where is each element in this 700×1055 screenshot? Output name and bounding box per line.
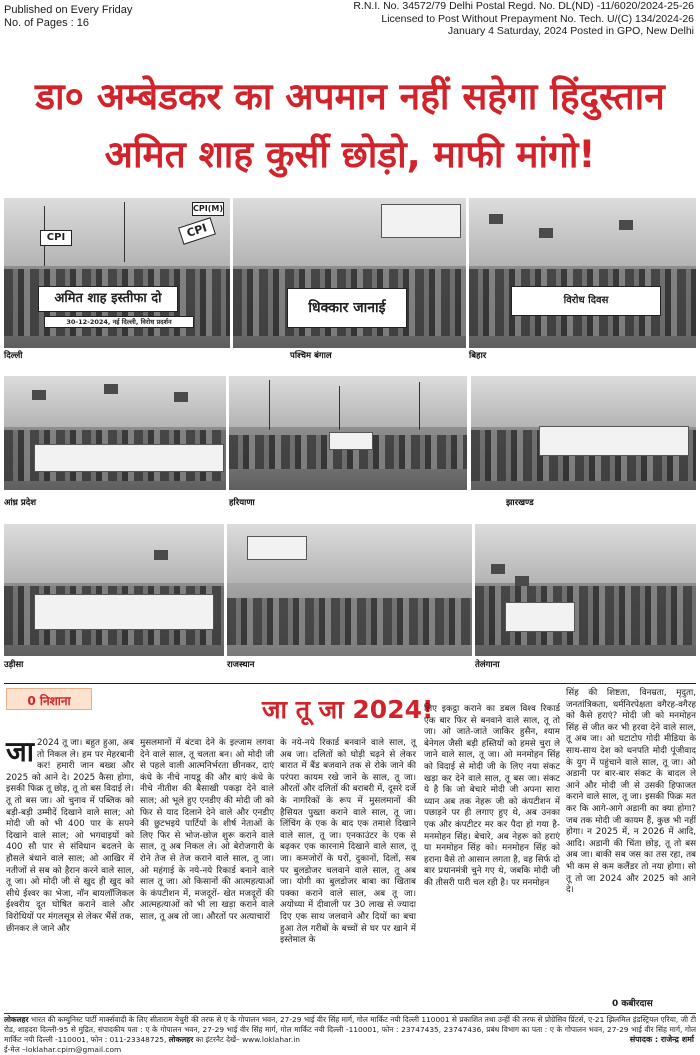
banner-dhikkar: धिक्कार जानाई — [287, 288, 407, 328]
editorial-title: जा तू जा 2024! — [262, 695, 434, 724]
sign-cpi-1: CPI — [40, 230, 72, 246]
photo-rajasthan — [227, 524, 472, 656]
author-signoff: 0 कबीरदास — [612, 999, 653, 1009]
sign-cpi-2: CPI — [178, 217, 216, 245]
caption-bihar: बिहार — [469, 351, 487, 361]
publication-frequency: Published on Every Friday — [4, 4, 133, 16]
column-2-text: मुसलमानों में बंटवा देने के इल्जाम लगवा देने वाले साल, तू चलता बन। ओ मोदी जी से पहले वाली आत्मनिर्भरता छीनकर, दाएं कंधे के नीचे नायडू की और बाएं कंधे के नीचे नीतीश की बैसाखी पकड़ा देने वाले साल; ओ भूले हुए एनडीए की मोदी जी को फिर से याद दिलाने देने वाले और एनडीए की छुटभइये पार्टियों के शीर्ष नेताओं के लिए फिर से भोज-छोज शुरू कराने वाले साल, तू अब निकल ले। ओ बेरोजगारी के रोने तेज से तेज कराने वाले साल, तू जा। ओ महंगाई के नये-नये रिकार्ड बनाने वाले साल तू जा। ओ किसानों की आत्महत्याओं के कंपटीशन में, मजदूरों- खेत मजदूरों की आत्महत्याओं को भी ला खड़ा कराने वाले साल, तू अब तो जा। औरतों पर अत्याचारों — [140, 738, 274, 922]
imprint-footer — [4, 1015, 696, 1055]
issue-date: January 4 Saturday, 2024 Posted in GPO, New Delhi — [447, 25, 694, 37]
sign-cpim: CPI(M) — [192, 202, 224, 216]
banner-date: 30-12-2024, नई दिल्ली, विरोध प्रदर्शन — [44, 316, 194, 328]
photo-odisha — [4, 524, 224, 656]
registration-numbers: R.N.I. No. 34572/79 Delhi Postal Regd. No. DL(ND) -11/6020/2024-25-26 — [353, 0, 694, 12]
editor-credit: संपादक : राजेन्द्र शर्मा — [629, 1035, 694, 1044]
editorial-column-1 — [6, 735, 134, 935]
dropcap: जा — [6, 735, 35, 768]
column-5-text: सिंह की शिष्टता, विनम्रता, मृदुता, जनतांत्रिकता, धर्मनिरपेक्षता वगैरह-वगैरह को कैसे हराएं? मोदी जी को मनमोहन सिंह से जीत कर भी हरवा देने वाले साल, तू अब जा। ओ घटाटोप गोदी मीडिया के साथ-साथ देश को धनपति मोदी पूंजीवाद के युग में पहुंचाने वाले साल, तू जा। ओ अडानी पर बार-बार संकट के बादल ले आने और मोदी जी से उसकी हिफाजत कराने वाले साल, तू जा। इसकी फिक्र मत कर कि आगे-आगे अडानी का क्या होगा? जब तक मोदी जी कायम हैं, कुछ भी नहीं होगा। न 2025 में, न 2026 में आदि, आदि। अडानी की चिंता छोड़, तू तो बस अब जा। बाकी सब जस का तस रहा, तब भी कम से कम कलैंडर तो नया होगा। सो तू तो जा 2024 और 2025 को आने दे। — [566, 688, 696, 896]
caption-haryana: हरियाणा — [229, 498, 255, 508]
caption-jharkhand: झारखण्ड — [506, 498, 534, 508]
caption-delhi: दिल्ली — [4, 351, 23, 361]
caption-rajasthan: राजस्थान — [227, 660, 255, 670]
editorial-column-2 — [140, 738, 274, 924]
column-3-text: के नये-नये रिकार्ड बनवाने वाले साल, तू अब जा। दलितों को घोड़ी चढ़ने से लेकर बारात में बैंड बजवाने तक से रोके जाने की परंपरा कायम रखे जाने के साल, तू जा। औरतों और दलितों की बराबरी में, दूसरे दर्जे के नागरिकों के रूप में मुसलमानों की हैसियत पुख्ता कराने वाले साल, तू जा। लिंचिंग के एक के बाद एक तमाशे दिखाने वाले साल, तू जा। एनकाउंटर के एक से बढ़कर एक कारनामे दिखाने वाले साल, तू जा। कमजोरों के घरों, दुकानों, दिलों, सब पर बुलडोजर चलवाने वाले साल, तू अब जा। योगी का बुलडोजर बाबा का खिताब पक्का कराने वाले साल, अब तू जा। अयोध्या में दीवाली पर 30 लाख से ज्यादा दिए एक साथ जलवाने और दियों का बचा हुआ तेल गरीबों के बच्चों से घर पर खाने में इस्तेमाल के — [280, 738, 416, 946]
imprint-text: भारत की कम्युनिस्ट पार्टी मार्क्सवादी के लिए सीताराम येचुरी की तरफ से ए के गोपालन भवन, 27-29 भाई वीर सिंह मार्ग, गोल मार्किट नयी दिल्ली 110001 से प्रकाशित तथा उन्हीं की तरफ से प्रोग्रेसिव प्रिंटर्स, ए-21 झिलमिल इंडस्ट्रियल एरिया, जी टी रोड, शाहदरा दिल्ली-95 से मुद्रित, संपादकीय पता : ए के गोपालन भवन, 27-29 भाई वीर सिंह मार्ग, गोल मार्किट नयी दिल्ली -110001, फोन : 23747435, 23747436, प्रबंध विभाग का पता : ए के गोपालन भवन, 27-29 भाई वीर सिंह मार्ग, गोल मार्किट नयी दिल्ली -110001, फोन : 011-23348725, — [4, 1015, 696, 1044]
editorial-column-3 — [280, 738, 416, 947]
headline-line-1: डा० अम्बेडकर का अपमान नहीं सहेगा हिंदुस्तान — [35, 75, 665, 118]
caption-telangana: तेलंगाना — [475, 660, 500, 670]
photo-andhra-pradesh — [4, 376, 226, 490]
headline-line-2: अमित शाह कुर्सी छोड़ो, माफी मांगो! — [104, 133, 596, 176]
photo-jharkhand — [471, 376, 696, 490]
photo-haryana — [229, 376, 467, 490]
email-text: ई-मेल –loklahar.cpim@gmail.com — [4, 1045, 122, 1054]
column-4-text: लिए इकट्ठा कराने का डबल विश्व रिकार्ड एक बार फिर से बनवाने वाले साल, तू तो जा। ओ जाते-जाते जाकिर हुसैन, श्याम बेनेगल जैसी बड़ी हस्तियों को हमसे चुरा ले जाने वाले साल, तू जा। ओ मनमोहन सिंह को विदाई से मोदी जी के लिए नया संकट खड़ा कर देने वाले साल, तू बस जा। संकट ये है कि जो बेचारे मोदी जी अपना सारा ध्यान अब तक नेहरू जी को कंपटीशन में पछाड़ने पर ही लगाए हुए थे, अब उनका एक और कंपटीटर मर कर पैदा हो गया है-मनमोहन सिंह। बेचारे, अब नेहरू को हराएं या मनमोहन सिंह को। मनमोहन सिंह को हराना वैसे तो आसान लगता है, वह सिर्फ दो बार प्रधानमंत्री चुने गए थे, जबकि मोदी जी की तीसरी पारी चल रही है। पर मनमोहन — [424, 704, 560, 888]
editorial-column-4 — [424, 704, 560, 890]
caption-andhra-pradesh: आंध्र प्रदेश — [4, 498, 37, 508]
page-count: No. of Pages : 16 — [4, 17, 89, 29]
photo-telangana — [475, 524, 696, 656]
footer-divider — [4, 1013, 696, 1014]
website-text: का इंटरनैट देखें– www.loklahar.in — [193, 1035, 300, 1044]
caption-west-bengal: पश्चिम बंगाल — [290, 351, 332, 361]
section-label-box — [6, 688, 92, 710]
section-divider — [4, 683, 696, 684]
masthead-right — [353, 0, 694, 38]
column-1-text: 2024 तू जा। बहुत हुआ, अब तो निकल ले। हम पर मेहरबानी कर! हमारी जान बख्श और 2025 को आने दे। 2025 कैसा होगा, इसकी फिक्र तू छोड़, तू तो बस विदाई ले। तू तो बस जा। ओ चुनाव में पब्लिक को बड़ी-बड़ी उम्मीदें दिखाने वाले साल; ओ मोदी जी को भी 400 पार के सपने दिखाने वाले साल; ओ भगवाइयों को 400 सौ पार से संविधान बदलने के हौसले बंधाने वाले साल; ओ आखिर में नतीजों से सब को हैरान करने वाले साल, तू जा। ओ मोदी जी से खुद ही खुद को सीधे ईश्वर का भेजा, नॉन बायलॉजिकल ईश्वरीय दूत घोषित कराने वाले और विरोधियों पर मंगलसूत्र से लेकर भैंसें तक, छीनकर ले जाने और — [6, 738, 134, 934]
photo-west-bengal — [233, 198, 466, 348]
banner-resign: अमित शाह इस्तीफा दो — [38, 286, 178, 312]
banner-virodh-divas: विरोध दिवस — [511, 286, 661, 316]
editorial-column-5 — [566, 688, 696, 897]
postal-license: Licensed to Post Without Prepayment No. Tech. U/(C) 134/2024-26 — [381, 12, 694, 25]
publisher-name: लोकलहर — [4, 1015, 29, 1024]
caption-odisha: उड़ीसा — [4, 660, 24, 670]
masthead-left — [4, 4, 132, 30]
section-label: 0 निशाना — [27, 694, 71, 708]
photo-delhi — [4, 198, 230, 348]
internet-label: लोकलहर — [168, 1035, 194, 1044]
photo-bihar — [469, 198, 696, 348]
